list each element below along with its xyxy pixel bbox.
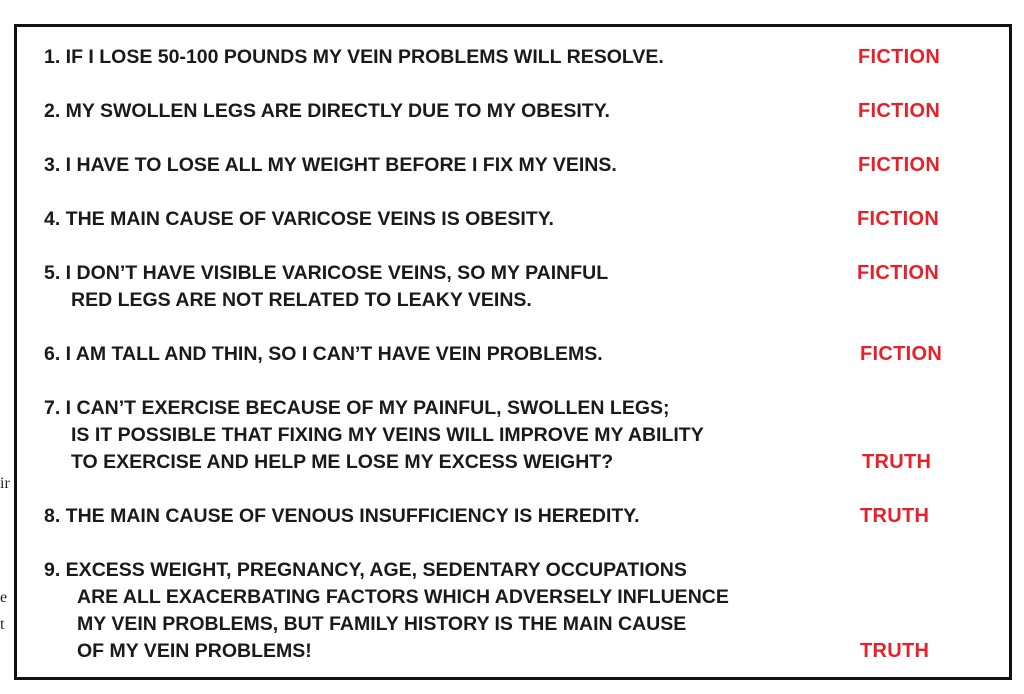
edge-fragment: e [0, 589, 8, 606]
statement-line: OF MY VEIN PROBLEMS! [77, 640, 312, 662]
statement-text [44, 557, 729, 665]
verdict-label: TRUTH [860, 640, 930, 662]
statement-text [44, 260, 608, 314]
statement-line: 5. I DON’T HAVE VISIBLE VARICOSE VEINS, SO MY PAINFUL [44, 262, 609, 284]
statement-line: 8. THE MAIN CAUSE OF VENOUS INSUFFICIENCY IS HEREDITY. [44, 505, 640, 527]
statement-text [44, 503, 640, 530]
verdict-label: FICTION [858, 154, 941, 176]
statement-line: 9. EXCESS WEIGHT, PREGNANCY, AGE, SEDENTARY OCCUPATIONS [44, 559, 687, 581]
statement-text [44, 152, 617, 179]
statement-text [44, 395, 704, 476]
verdict-label: TRUTH [862, 451, 932, 473]
statement-line: 2. MY SWOLLEN LEGS ARE DIRECTLY DUE TO MY OBESITY. [44, 100, 610, 122]
verdict-label: FICTION [860, 343, 943, 365]
statement-line: 7. I CAN’T EXERCISE BECAUSE OF MY PAINFUL, SWOLLEN LEGS; [44, 397, 670, 419]
verdict-label: TRUTH [860, 505, 930, 527]
statement-text [44, 44, 664, 71]
verdict-label: FICTION [858, 46, 941, 68]
edge-fragment: t [0, 616, 5, 633]
statement-line: RED LEGS ARE NOT RELATED TO LEAKY VEINS. [71, 289, 532, 311]
statement-text [44, 341, 603, 368]
statement-line: 1. IF I LOSE 50-100 POUNDS MY VEIN PROBLEMS WILL RESOLVE. [44, 46, 664, 68]
statement-text [44, 206, 554, 233]
statement-line: IS IT POSSIBLE THAT FIXING MY VEINS WILL IMPROVE MY ABILITY [71, 424, 704, 446]
statement-line: 6. I AM TALL AND THIN, SO I CAN’T HAVE VEIN PROBLEMS. [44, 343, 603, 365]
verdict-label: FICTION [858, 100, 941, 122]
statement-text [44, 98, 610, 125]
statement-line: 4. THE MAIN CAUSE OF VARICOSE VEINS IS OBESITY. [44, 208, 554, 230]
fact-fiction-card [14, 24, 1012, 680]
statement-line: ARE ALL EXACERBATING FACTORS WHICH ADVERSELY INFLUENCE [77, 586, 729, 608]
statement-line: TO EXERCISE AND HELP ME LOSE MY EXCESS WEIGHT? [71, 451, 614, 473]
verdict-label: FICTION [857, 208, 940, 230]
statement-line: 3. I HAVE TO LOSE ALL MY WEIGHT BEFORE I FIX MY VEINS. [44, 154, 617, 176]
statement-line: MY VEIN PROBLEMS, BUT FAMILY HISTORY IS THE MAIN CAUSE [77, 613, 687, 635]
edge-fragment: ir [0, 475, 10, 492]
verdict-label: FICTION [857, 262, 940, 284]
